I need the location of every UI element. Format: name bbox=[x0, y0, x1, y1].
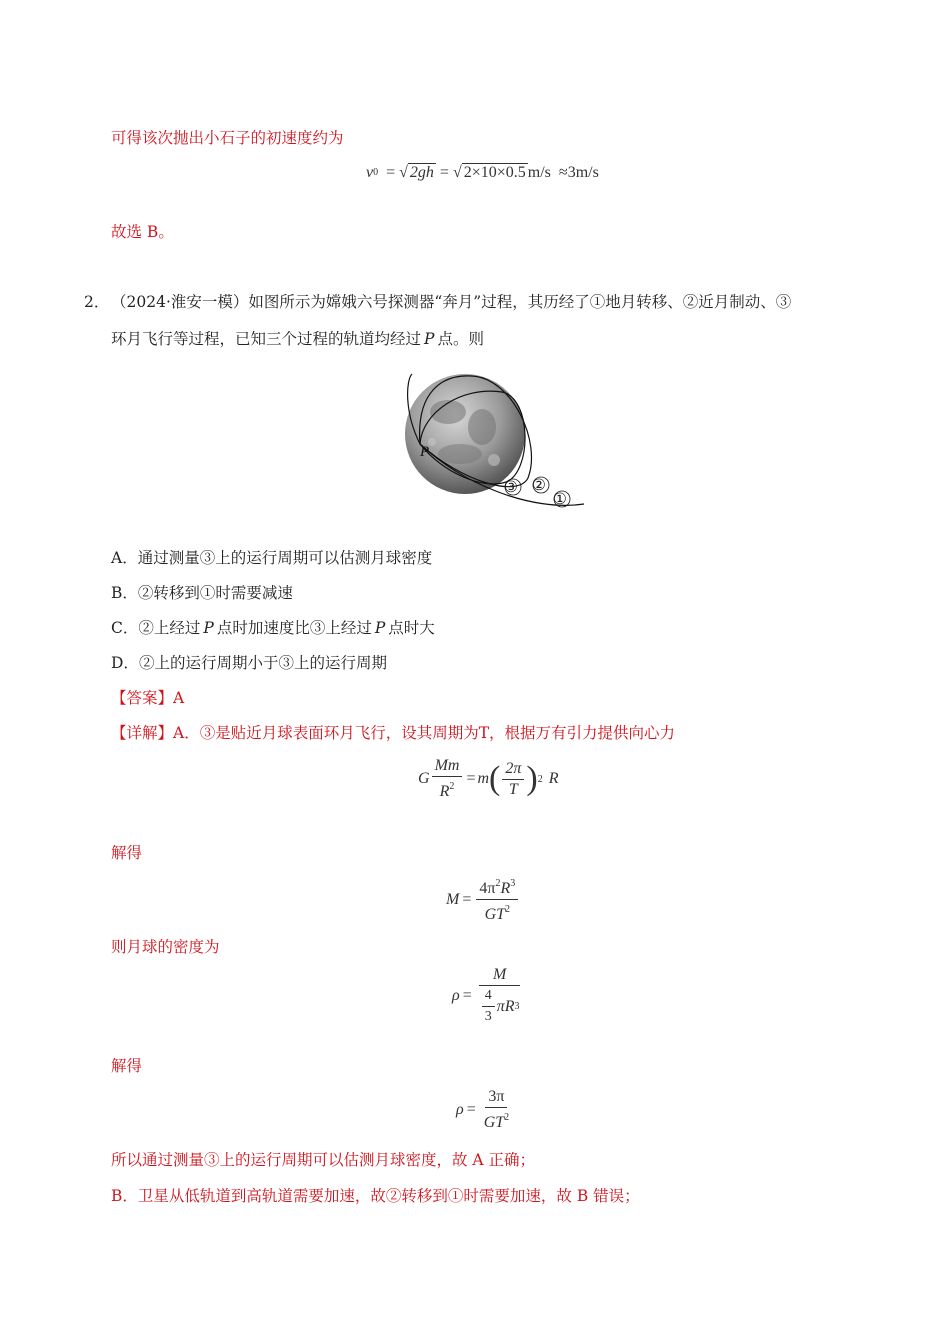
moon-mare-icon bbox=[438, 444, 482, 464]
point-p: P bbox=[424, 330, 435, 348]
eq-v0-sub: 0 bbox=[373, 167, 379, 178]
eq-equals-1: = bbox=[386, 163, 396, 181]
conclusion-a: 所以通过测量③上的运行周期可以估测月球密度，故 A 正确； bbox=[111, 1151, 536, 1169]
eq-approx-result: ≈3m/s bbox=[558, 163, 599, 181]
equation-density-def: ρ = M $\frac{4}{3}$ πR 3 bbox=[452, 966, 520, 1024]
conclusion-b: B．卫星从低轨道到高轨道需要加速，故②转移到①时需要加速，故 B 错误； bbox=[111, 1187, 640, 1205]
detail-label: 【详解】 bbox=[111, 724, 174, 742]
eq-v0: v bbox=[366, 163, 374, 181]
eq-radicand-2: 2×10×0.5 bbox=[463, 164, 526, 181]
option-a[interactable]: A．通过测量③上的运行周期可以估测月球密度 bbox=[111, 549, 433, 567]
question-number: 2． bbox=[84, 293, 110, 311]
moon-icon bbox=[405, 374, 525, 494]
equation-gravitation: G $\frac{Mm}{R^2}$ = m ( $\frac{2\pi}{T}$ ) 2 R bbox=[418, 757, 559, 800]
sqrt-icon: √ bbox=[399, 163, 408, 181]
solve-label-1: 解得 bbox=[111, 844, 143, 862]
orbit-1-label: ① bbox=[553, 490, 567, 508]
option-c[interactable]: C．②上经过 P 点时加速度比③上经过 P 点时大 bbox=[111, 619, 435, 637]
eq-radicand-1: 2gh bbox=[409, 164, 434, 181]
equation-initial-velocity bbox=[366, 163, 599, 182]
moon-mare-icon bbox=[468, 409, 496, 445]
equation-density-result: ρ = $\frac{3\pi}{GT^2}$ bbox=[456, 1088, 510, 1131]
prev-conclusion: 故选 B。 bbox=[111, 223, 174, 241]
moon-crater-icon bbox=[428, 438, 436, 446]
detail-line bbox=[111, 723, 675, 743]
sqrt-icon: √ bbox=[452, 163, 462, 181]
orbit-2-label: ② bbox=[532, 476, 546, 494]
question-stem-line2: 环月飞行等过程，已知三个过程的轨道均经过 P 点。则 bbox=[111, 330, 484, 348]
moon-crater-icon bbox=[488, 454, 500, 466]
eq-equals-2: = bbox=[439, 163, 449, 181]
equation-mass: M = $\frac{4\pi^2R^3}{GT^2}$ bbox=[446, 875, 520, 924]
question-stem-line1: （2024·淮安一模）如图所示为嫦娥六号探测器“奔月”过程，其历经了①地月转移、②近月制动、③ bbox=[111, 293, 792, 311]
right-paren-icon: ) bbox=[526, 760, 538, 797]
answer-label: 【答案】A bbox=[111, 689, 185, 707]
eq-unit: m/s bbox=[527, 163, 551, 181]
prev-text-line: 可得该次抛出小石子的初速度约为 bbox=[111, 129, 344, 147]
detail-text: A．③是贴近月球表面环月飞行，设其周期为T，根据万有引力提供向心力 bbox=[173, 724, 676, 742]
figure-label-p: P bbox=[420, 444, 430, 460]
solve-label-2: 解得 bbox=[111, 1057, 143, 1075]
left-paren-icon: ( bbox=[489, 760, 501, 797]
density-intro: 则月球的密度为 bbox=[111, 938, 220, 956]
orbit-3-label: ③ bbox=[504, 478, 518, 496]
option-b[interactable]: B．②转移到①时需要减速 bbox=[111, 584, 293, 602]
option-d[interactable]: D．②上的运行周期小于③上的运行周期 bbox=[111, 654, 387, 672]
